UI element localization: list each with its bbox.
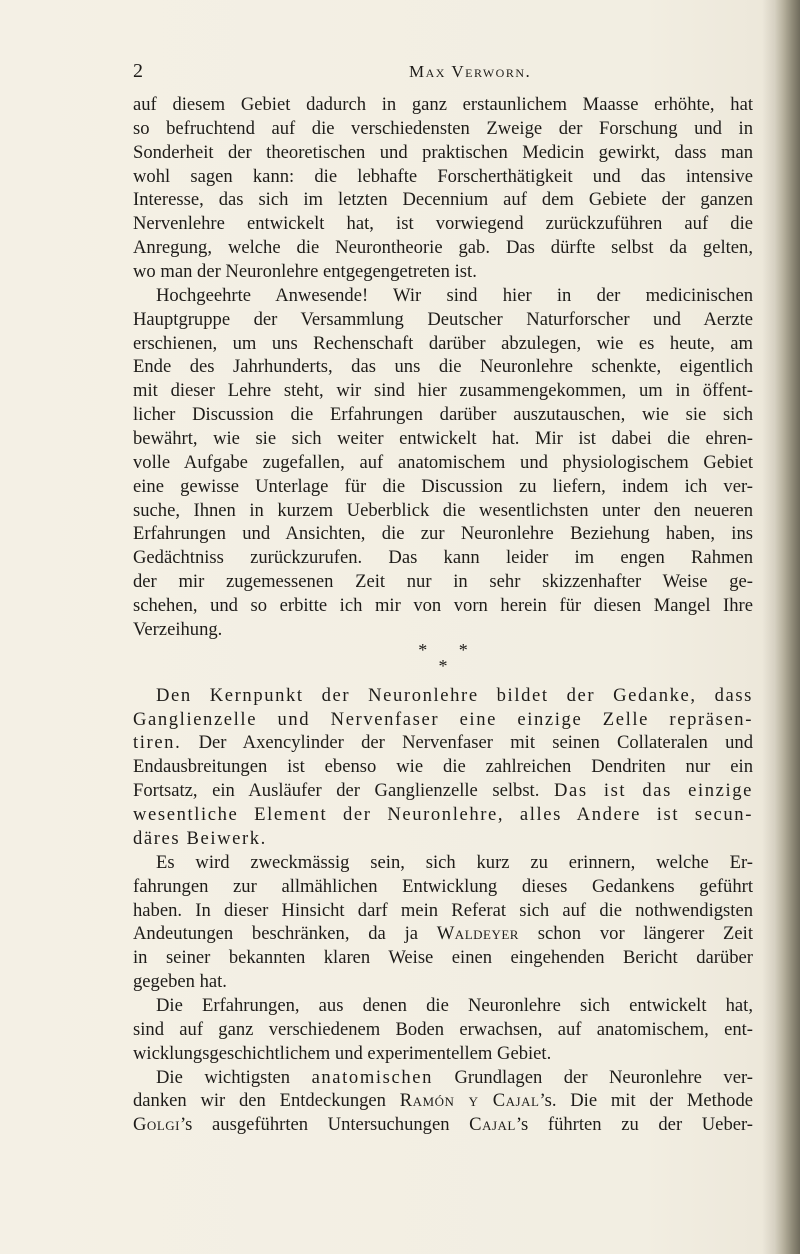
text-line: Anregung, welche die Neurontheorie gab. Das dürfte selbst da gelten, xyxy=(133,237,753,259)
asterism-top: * * xyxy=(418,639,468,660)
text-line: so befruchtend auf die verschiedensten Zweige der Forschung und in xyxy=(133,117,753,139)
text-line: Nervenlehre entwickelt hat, ist vorwiegend zurückzuführen auf die xyxy=(133,213,753,235)
text-segment: ’s führten zu der Ueber- xyxy=(515,1114,754,1136)
text-line: fahrungen zur allmählichen Entwicklung dieses Gedankens geführt xyxy=(133,875,753,897)
spaced-emphasis: Das ist das einzige xyxy=(553,780,753,802)
text-segment: Andeutungen beschränken, da ja xyxy=(133,923,437,945)
author-name: Ramón y Cajal xyxy=(399,1090,540,1112)
text-segment: Grundlagen der Neuronlehre ver- xyxy=(433,1066,753,1088)
text-line: Es wird zweckmässig sein, sich kurz zu erinnern, welche Er- xyxy=(156,851,753,873)
text-segment: danken wir den Entdeckungen xyxy=(133,1090,400,1112)
text-line: eine gewisse Unterlage für die Discussion zu liefern, indem ich ver- xyxy=(133,475,753,497)
spaced-emphasis: Den Kernpunkt der Neuronlehre bildet der Gedanke, dass xyxy=(156,684,753,706)
spaced-emphasis: däres Beiwerk. xyxy=(133,827,267,849)
text-segment: Fortsatz, ein Ausläufer der Ganglienzelle selbst. xyxy=(133,780,554,802)
text-segment: ’s. Die mit der Methode xyxy=(539,1090,753,1112)
text-line xyxy=(133,827,753,851)
page-edge xyxy=(774,0,800,1254)
body-text xyxy=(133,93,753,1137)
text-line: auf diesem Gebiet dadurch in ganz erstaunlichem Maasse erhöhte, hat xyxy=(133,94,753,115)
text-line: Hauptgruppe der Versammlung Deutscher Naturforscher und Aerzte xyxy=(133,308,753,330)
spaced-emphasis: tiren. xyxy=(133,732,182,754)
text-line: wohl sagen kann: die lebhafte Forscherthätigkeit und das intensive xyxy=(133,165,753,187)
text-line: haben. In dieser Hinsicht darf mein Referat sich auf die nothwendigsten xyxy=(133,899,753,921)
text-line: bewährt, wie sie sich weiter entwickelt hat. Mir ist dabei die ehren- xyxy=(133,428,753,450)
text-segment: ’s ausgeführten Untersuchungen xyxy=(179,1114,470,1136)
text-line: Die Erfahrungen, aus denen die Neuronlehre sich entwickelt hat, xyxy=(156,994,753,1016)
text-line: Gedächtniss zurückzurufen. Das kann leider im engen Rahmen xyxy=(133,547,753,569)
text-line: schehen, und so erbitte ich mir von vorn herein für diesen Mangel Ihre xyxy=(133,595,753,617)
text-line xyxy=(133,1066,753,1090)
text-line: Ende des Jahrhunderts, das uns die Neuronlehre schenkte, eigentlich xyxy=(133,356,753,378)
text-line: licher Discussion die Erfahrungen darüber auszutauschen, wie sie sich xyxy=(133,404,753,426)
text-line: mit dieser Lehre steht, wir sind hier zusammengekommen, um in öffent- xyxy=(133,380,753,402)
running-head xyxy=(133,60,753,82)
running-head-title: Max Verworn. xyxy=(409,62,532,81)
text-line: erschienen, um uns Rechenschaft darüber abzulegen, wie es heute, am xyxy=(133,332,753,354)
text-line xyxy=(133,708,753,732)
page-number: 2 xyxy=(133,60,143,82)
text-line xyxy=(133,922,753,946)
text-line xyxy=(133,731,753,755)
text-line: Endausbreitungen ist ebenso wie die zahlreichen Dendriten nur ein xyxy=(133,756,753,778)
text-line: der mir zugemessenen Zeit nur in sehr skizzenhafter Weise ge- xyxy=(133,571,753,593)
spaced-emphasis: wesentliche Element der Neuronlehre, alles Andere ist secun- xyxy=(133,804,753,826)
text-segment: Die wichtigsten xyxy=(156,1066,312,1088)
text-segment: schon vor längerer Zeit xyxy=(518,923,754,945)
text-line xyxy=(133,779,753,803)
text-line: in seiner bekannten klaren Weise einen eingehenden Bericht darüber xyxy=(133,947,753,969)
text-line xyxy=(133,803,753,827)
text-line: Hochgeehrte Anwesende! Wir sind hier in der medicinischen xyxy=(156,284,753,306)
text-line: volle Aufgabe zugefallen, auf anatomischem und physiologischem Gebiet xyxy=(133,451,753,473)
author-name: Waldeyer xyxy=(436,923,519,945)
author-name: Golgi xyxy=(133,1114,180,1136)
page-gutter-shadow xyxy=(762,0,774,1254)
text-line: sind auf ganz verschiedenem Boden erwachsen, auf anatomischem, ent- xyxy=(133,1018,753,1040)
text-line: suche, Ihnen in kurzem Ueberblick die wesentlichsten unter den neueren xyxy=(133,499,753,521)
author-name: Cajal xyxy=(469,1114,516,1136)
text-line xyxy=(133,1113,753,1137)
text-line: Erfahrungen und Ansichten, die zur Neuronlehre Beziehung haben, ins xyxy=(133,523,753,545)
spaced-emphasis: anatomischen xyxy=(311,1066,433,1088)
asterism-bottom: * xyxy=(438,655,448,676)
text-line: Sonderheit der theoretischen und praktischen Medicin gewirkt, dass man xyxy=(133,141,753,163)
text-line: Verzeihung. xyxy=(133,618,223,640)
text-line xyxy=(133,684,753,708)
text-line: Interesse, das sich im letzten Decennium auf dem Gebiete der ganzen xyxy=(133,189,753,211)
text-segment: Der Axencylinder der Nervenfaser mit seinen Collateralen und xyxy=(181,732,753,754)
text-line: wicklungsgeschichtlichem und experimentellem Gebiet. xyxy=(133,1042,552,1064)
spaced-emphasis: Ganglienzelle und Nervenfaser eine einzige Zelle repräsen- xyxy=(133,708,753,730)
text-line: wo man der Neuronlehre entgegengetreten ist. xyxy=(133,261,477,283)
text-line xyxy=(133,1089,753,1113)
text-line: gegeben hat. xyxy=(133,971,227,993)
